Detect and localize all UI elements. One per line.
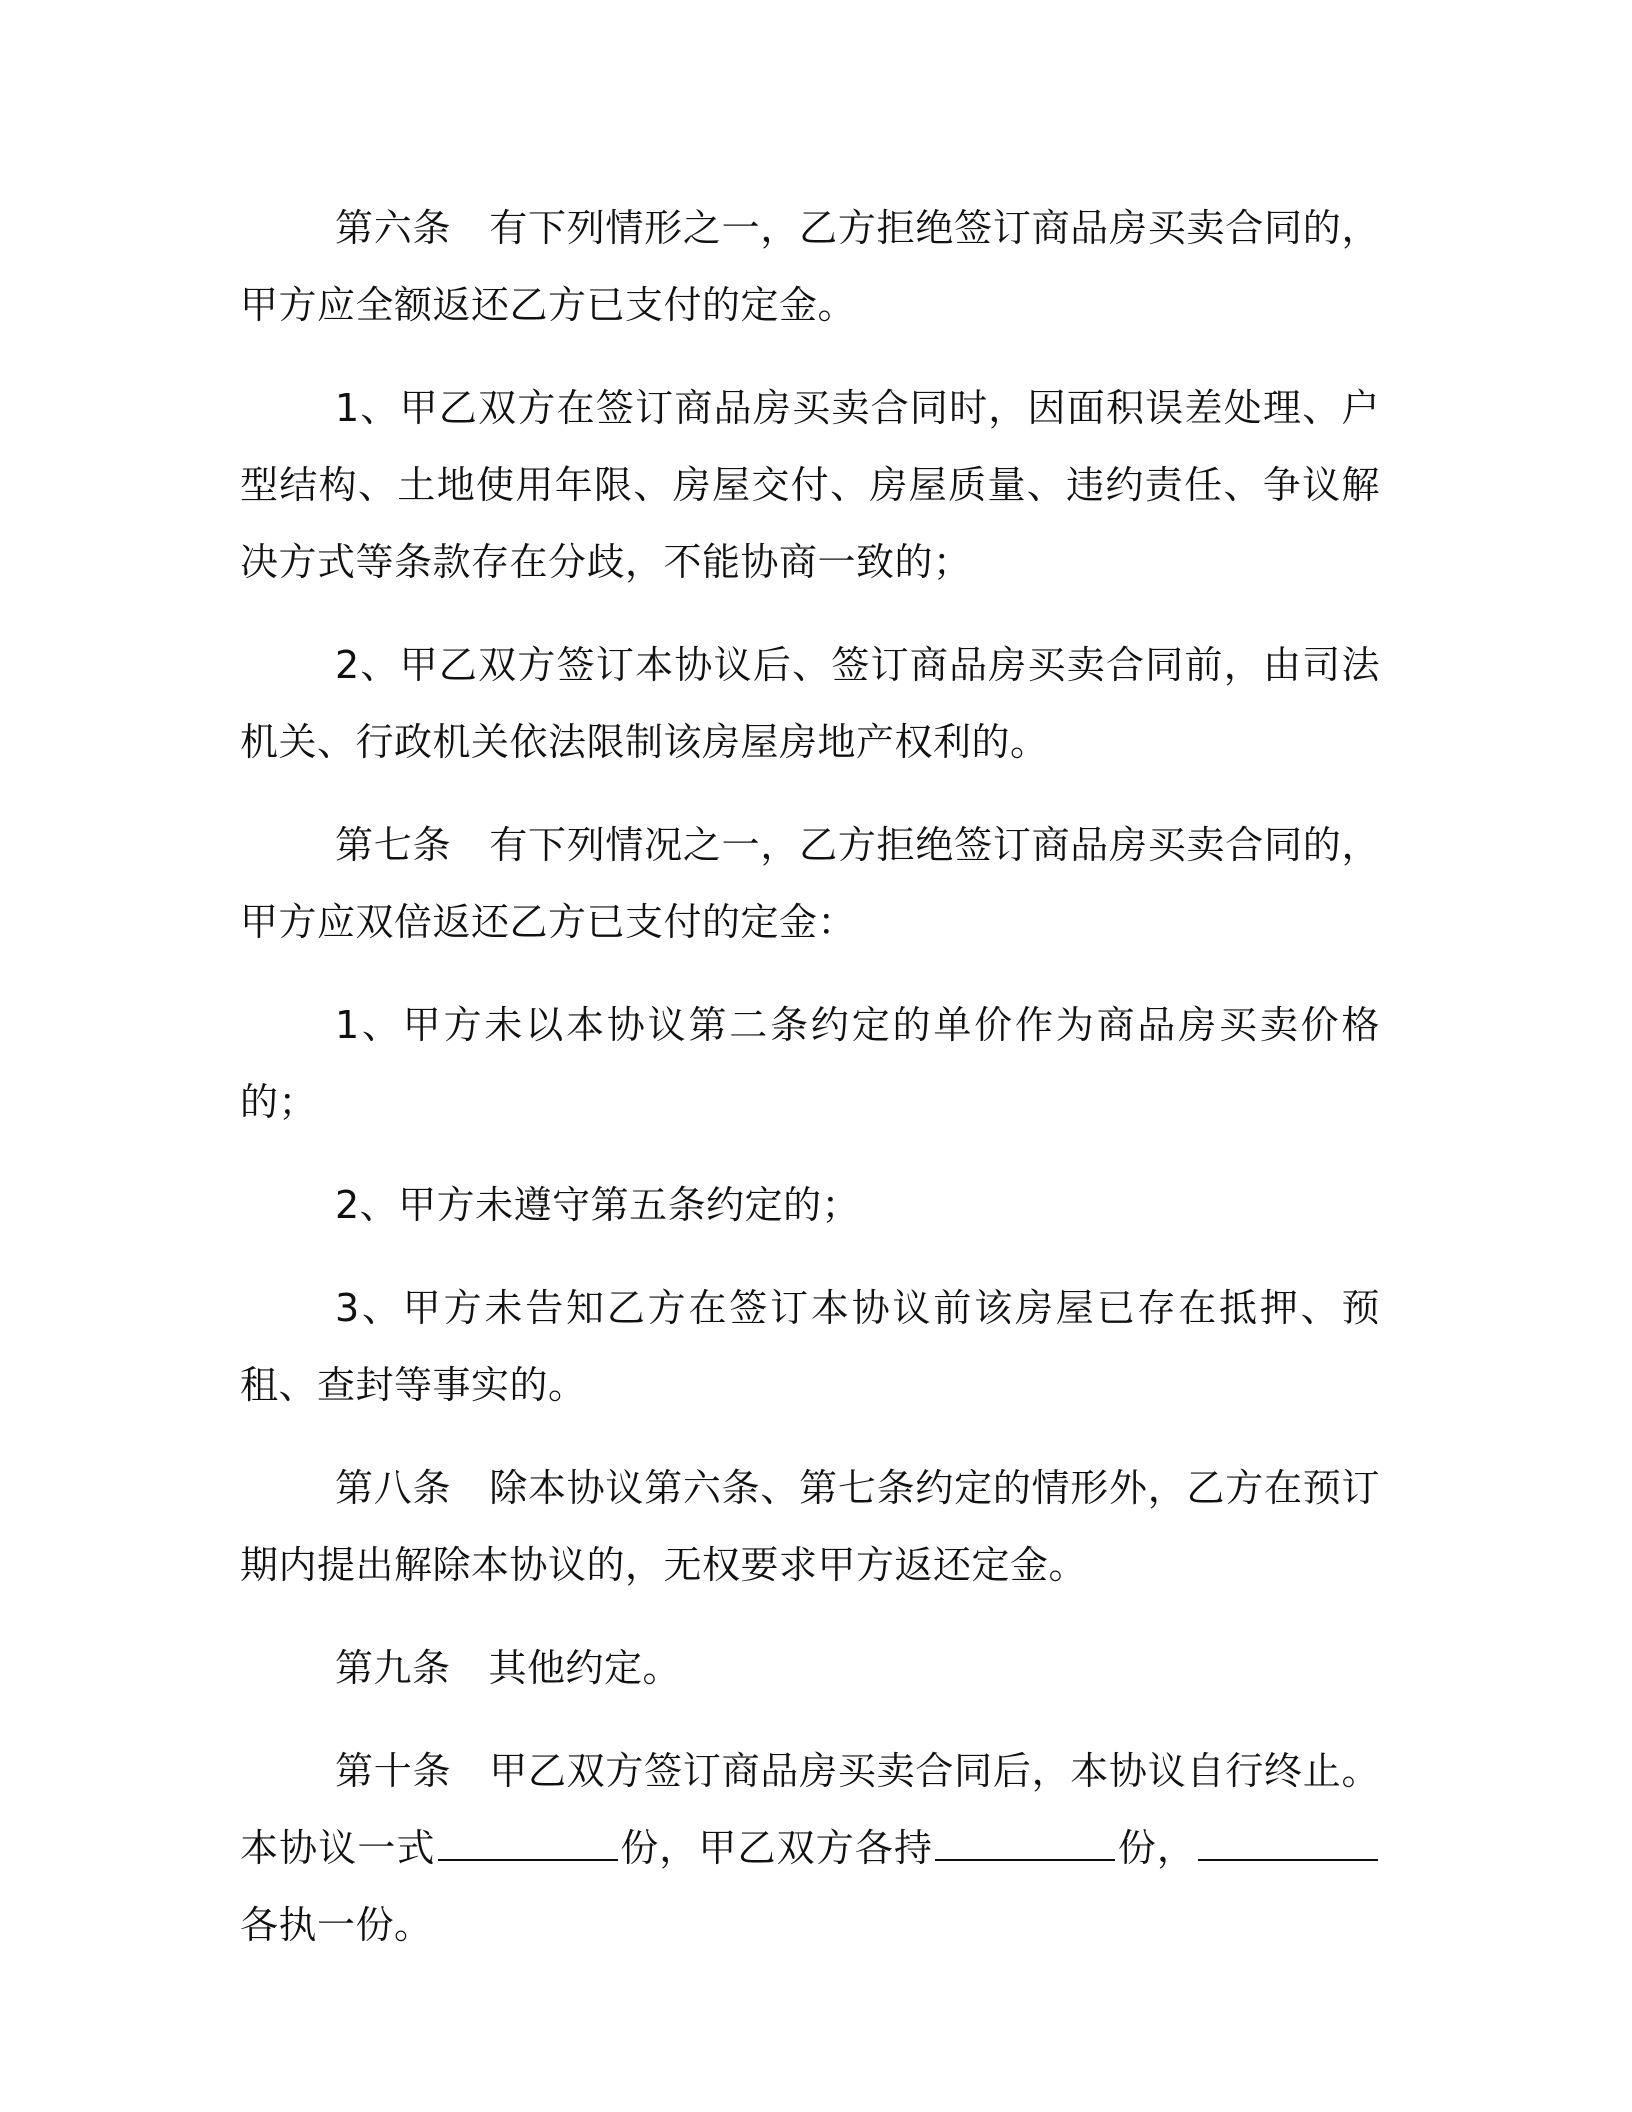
- article-6-heading: 第六条: [335, 206, 452, 250]
- document-body: [240, 190, 1380, 1990]
- article-7-text: 有下列情况之一，乙方拒绝签订商品房买卖合同的，甲方应双倍返还乙方已支付的定金：: [240, 823, 1380, 944]
- copies-total-blank: [438, 1825, 618, 1861]
- article-8: [240, 1450, 1380, 1604]
- article-9-text: 其他约定。: [488, 1646, 682, 1690]
- article-7-item-2: 2、甲方未遵守第五条约定的；: [335, 1183, 861, 1227]
- article-10: [240, 1733, 1380, 1964]
- article-9-heading: 第九条: [335, 1646, 451, 1690]
- article-6-text: 有下列情形之一，乙方拒绝签订商品房买卖合同的，甲方应全额返还乙方已支付的定金。: [240, 206, 1380, 327]
- copies-each-blank: [935, 1825, 1115, 1861]
- article-8-heading: 第八条: [335, 1466, 452, 1510]
- article-8-text: 除本协议第六条、第七条约定的情形外，乙方在预订期内提出解除本协议的，无权要求甲方返还定金。: [240, 1466, 1380, 1587]
- other-party-blank: [1198, 1825, 1378, 1861]
- article-7-item-3: 3、甲方未告知乙方在签订本协议前该房屋已存在抵押、预租、查封等事实的。: [240, 1286, 1380, 1407]
- article-7-item-1: 1、甲方未以本协议第二条约定的单价作为商品房买卖价格的；: [240, 1003, 1380, 1124]
- article-6-item-2: 2、甲乙双方签订本协议后、签订商品房买卖合同前，由司法机关、行政机关依法限制该房屋房地产权利的。: [240, 643, 1380, 764]
- article-10-heading: 第十条: [335, 1749, 452, 1793]
- article-6: [240, 190, 1380, 344]
- article-6-item-1: 1、甲乙双方在签订商品房买卖合同时，因面积误差处理、户型结构、土地使用年限、房屋交付、房屋质量、违约责任、争议解决方式等条款存在分歧，不能协商一致的；: [240, 386, 1380, 584]
- article-10-text-2: 份，甲乙双方各持: [619, 1826, 934, 1870]
- article-7-heading: 第七条: [335, 823, 452, 867]
- article-7: [240, 807, 1380, 961]
- article-9: [240, 1630, 1380, 1707]
- article-10-text-1: 甲乙双方签订商品房买卖合同后，本协议自行终止。本协议一式: [240, 1749, 1380, 1870]
- article-10-text-4: 各执一份。: [240, 1903, 433, 1947]
- article-10-text-3: 份，: [1117, 1826, 1196, 1870]
